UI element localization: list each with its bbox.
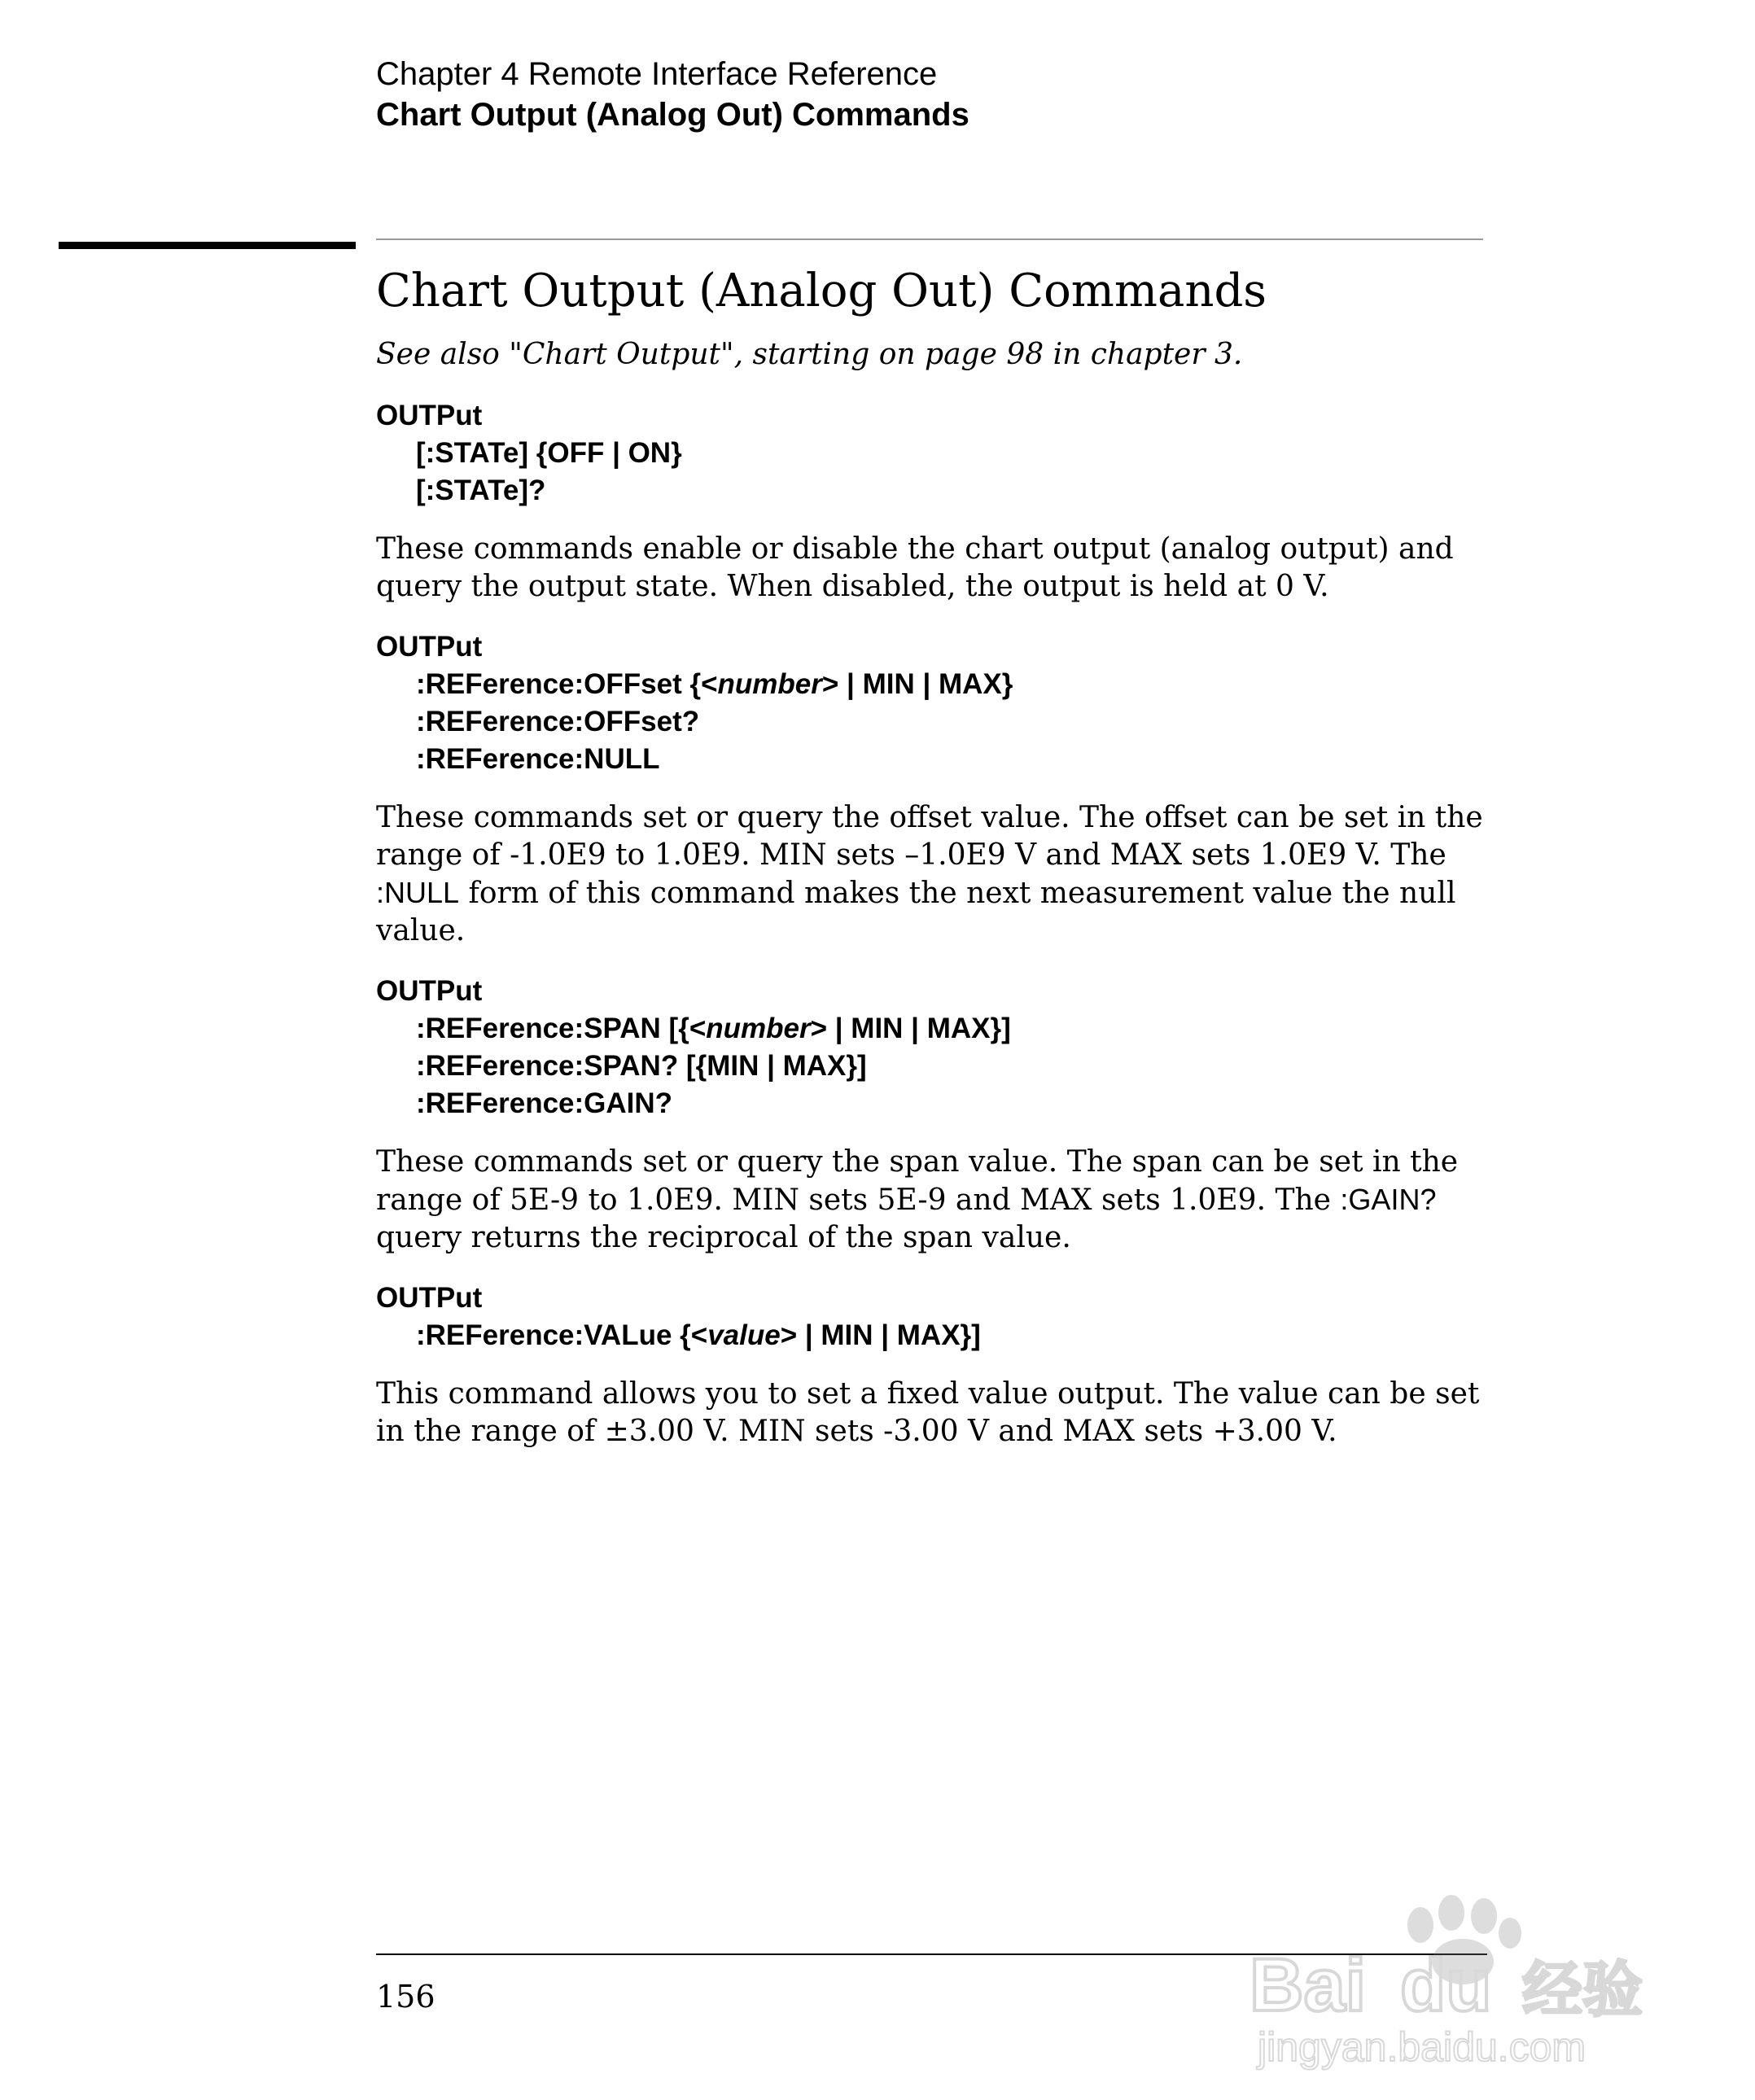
command-text: [:STATe] {OFF | ON}: [416, 437, 682, 469]
command-syntax-line: [376, 435, 1516, 472]
command-text: :REFerence:GAIN?: [416, 1087, 673, 1119]
command-block: [376, 628, 1516, 950]
command-syntax-line: [376, 703, 1516, 741]
command-root: OUTPut: [376, 1282, 483, 1314]
command-syntax-line: [376, 472, 1516, 510]
description-text: These commands set or query the offset value. The offset can be set in the range of -1.0E9 to 1.0E9. MIN sets –1.0E9 V and MAX sets 1.0E9 V. The: [376, 801, 1483, 872]
command-parameter: number: [717, 668, 822, 700]
command-syntax-line: [376, 1048, 1516, 1085]
watermark-brand: Bai: [1250, 1944, 1367, 2027]
command-block: [376, 397, 1516, 606]
command-root: OUTPut: [376, 400, 483, 431]
command-text: > | MIN | MAX}]: [780, 1319, 981, 1351]
command-syntax-line: [376, 1317, 1516, 1354]
top-rule: [376, 238, 1483, 240]
watermark-brand-2: du: [1400, 1944, 1492, 2027]
command-parameter: value: [707, 1319, 781, 1351]
command-text: > | MIN | MAX}]: [810, 1013, 1011, 1044]
see-also-note: See also "Chart Output", starting on page 98 in chapter 3.: [376, 338, 1243, 371]
command-syntax-line: [376, 1010, 1516, 1048]
command-text: :REFerence:VALue {<: [416, 1319, 708, 1351]
command-root: OUTPut: [376, 975, 483, 1007]
command-description: [376, 1376, 1516, 1450]
description-text: :NULL: [376, 876, 460, 909]
command-text: :REFerence:OFFset {<: [416, 668, 718, 700]
description-text: query returns the reciprocal of the span value.: [376, 1221, 1071, 1254]
description-text: form of this command makes the next measurement value the null value.: [376, 877, 1456, 947]
chapter-heading: Chapter 4 Remote Interface Reference: [376, 56, 938, 92]
baidu-watermark: [1250, 1848, 1673, 2076]
command-syntax-line: [376, 666, 1516, 703]
watermark-url: jingyan.baidu.com: [1258, 2024, 1587, 2070]
section-marker-bar: [59, 242, 356, 249]
command-description: [376, 531, 1516, 606]
command-parameter: number: [706, 1013, 811, 1044]
command-block: [376, 973, 1516, 1257]
main-content: [376, 259, 1516, 1450]
description-text: This command allows you to set a fixed value output. The value can be set in the range of ±3.00 V. MIN sets -3.00 V and MAX sets +3.00 V.: [376, 1377, 1480, 1448]
command-text: :REFerence:OFFset?: [416, 706, 700, 737]
description-text: These commands enable or disable the chart output (analog output) and query the output state. When disabled, the output is held at 0 V.: [376, 532, 1454, 603]
command-syntax-line: [376, 741, 1516, 778]
page-number: 156: [376, 1979, 435, 2015]
running-header: [376, 54, 969, 135]
command-syntax-line: [376, 1085, 1516, 1122]
command-text: [:STATe]?: [416, 475, 546, 506]
command-root: OUTPut: [376, 631, 483, 663]
command-text: > | MIN | MAX}: [821, 668, 1013, 700]
command-description: [376, 1144, 1516, 1257]
page-title: Chart Output (Analog Out) Commands: [376, 265, 1267, 317]
command-block: [376, 1280, 1516, 1450]
command-description: [376, 799, 1516, 950]
description-text: These commands set or query the span value. The span can be set in the range of 5E-9 to 1.0E9. MIN sets 5E-9 and MAX sets 1.0E9. The: [376, 1145, 1459, 1217]
command-blocks: [376, 397, 1516, 1450]
section-heading: Chart Output (Analog Out) Commands: [376, 97, 969, 133]
watermark-cn: 经验: [1522, 1955, 1643, 2025]
command-text: :REFerence:NULL: [416, 743, 660, 775]
command-text: :REFerence:SPAN? [{MIN | MAX}]: [416, 1050, 867, 1082]
description-text: :GAIN?: [1340, 1183, 1437, 1216]
command-text: :REFerence:SPAN [{<: [416, 1013, 707, 1044]
